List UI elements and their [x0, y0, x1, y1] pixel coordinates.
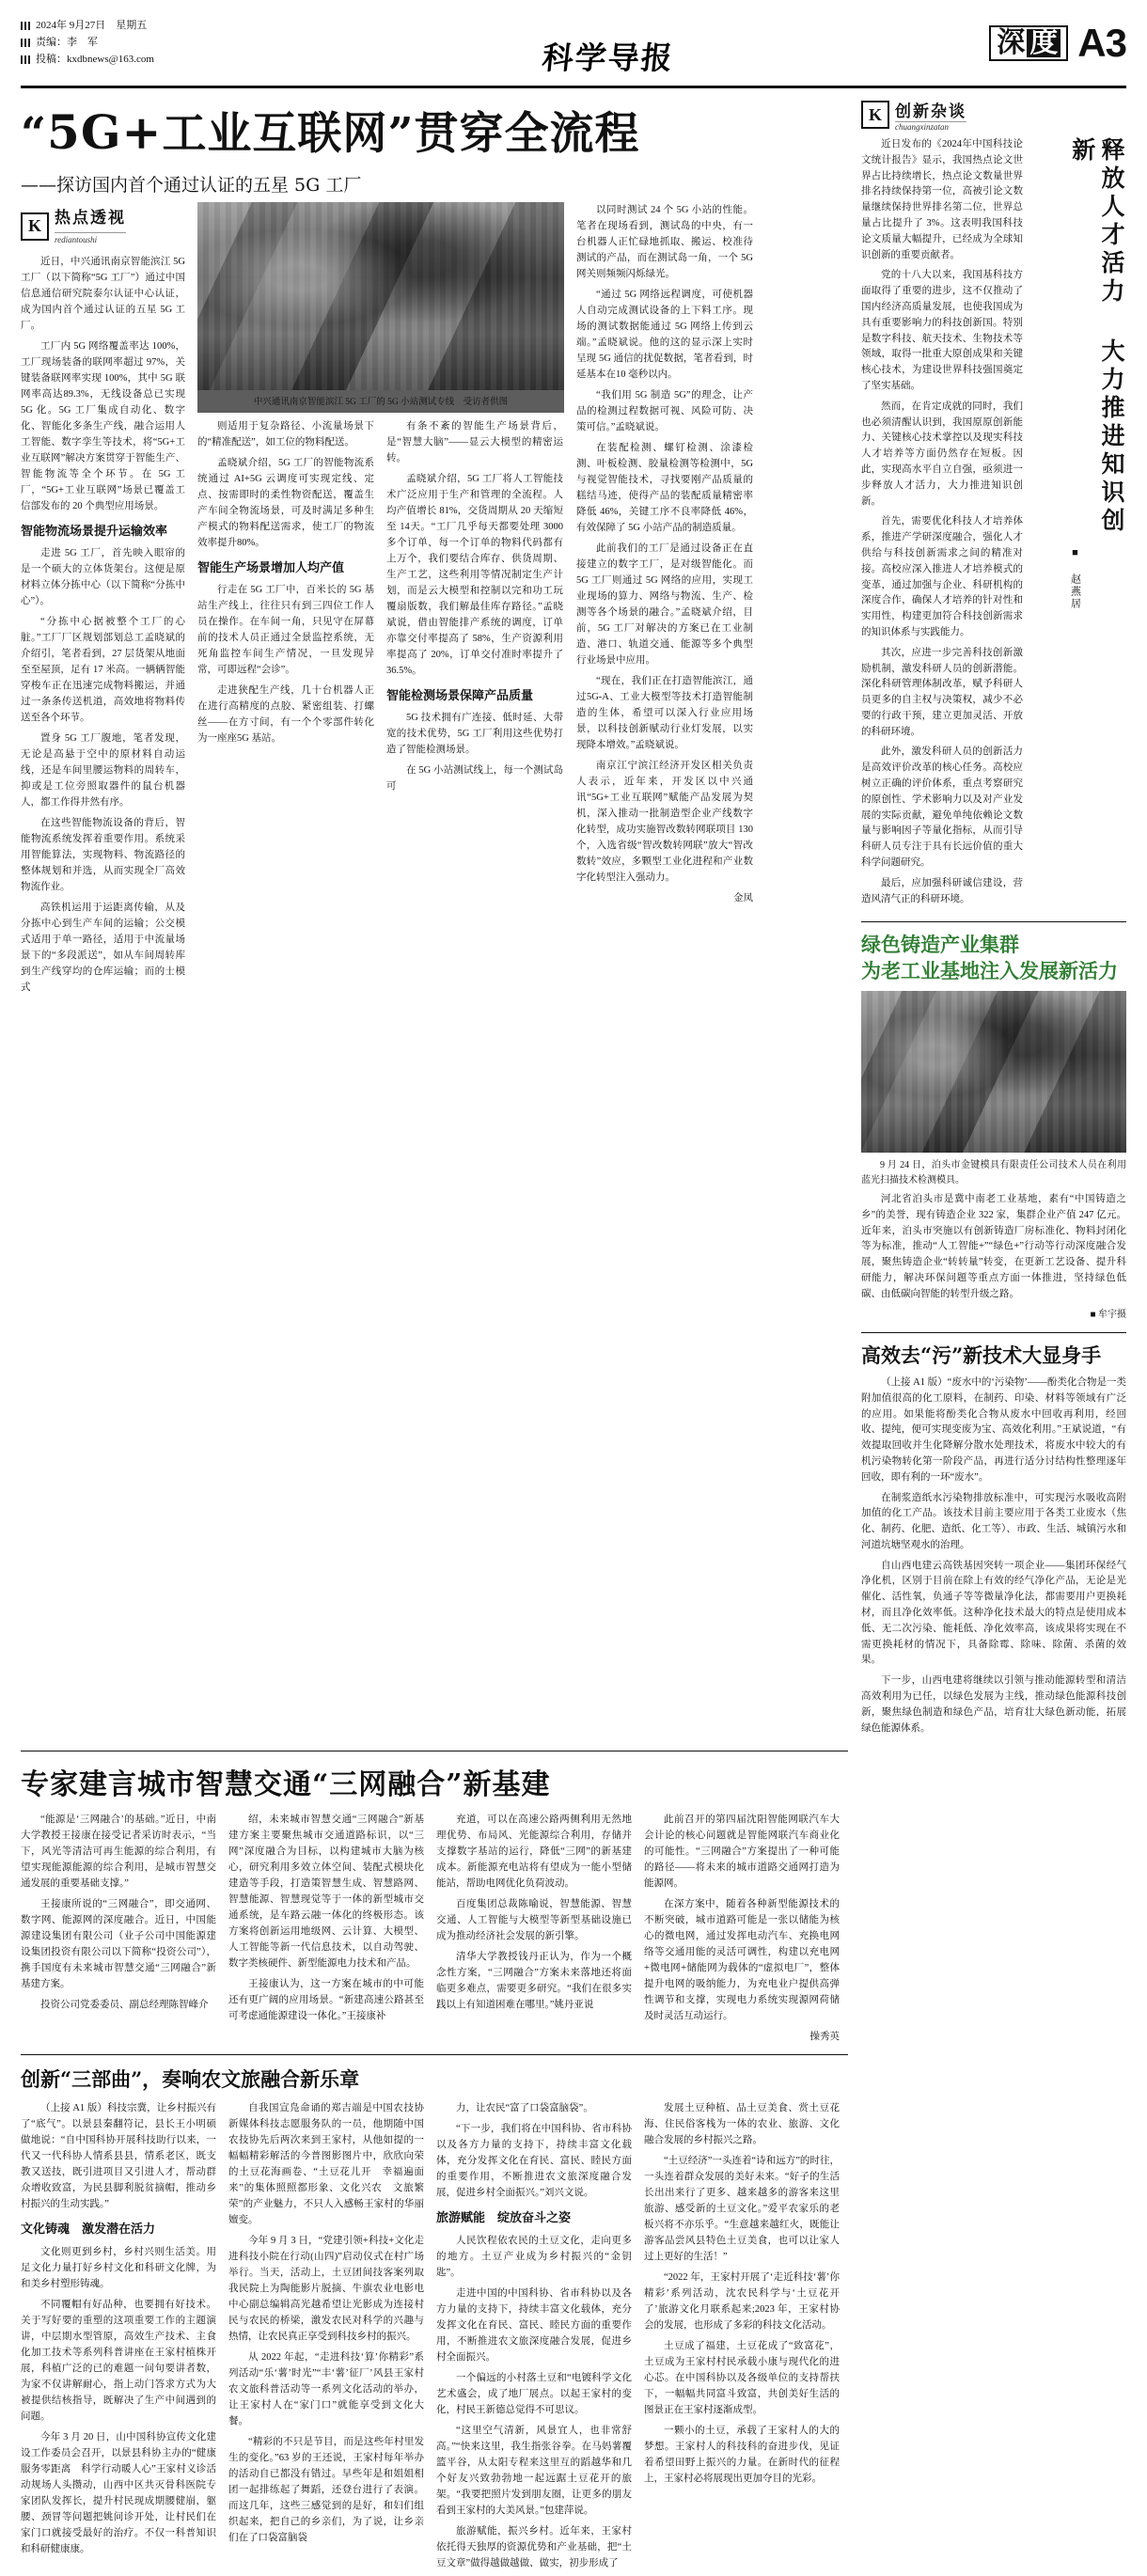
section-badge	[989, 25, 1068, 61]
paragraph: 工厂内 5G 网络覆盖率达 100%，工厂现场装备的联网率超过 97%，关键装备联网率实现 100%，其中 5G 联网率高达89.3%，无线设备总已实现 5G 化。5G 工厂集成自动化、数字化、智能化多条生产线，融合运用人工智能、数字孪生等技术，将“5G+工业互联网”解决方案贯穿于智能生产、智能物流等全个环节。在 5G 工厂，“5G+工业互联网”场景已覆盖工信部发布的 20 个典型应用场景。	[21, 341, 185, 512]
bottom-columns	[21, 2100, 848, 2575]
lead-col-2-3	[197, 202, 564, 1000]
paragraph: 自山西电建云高铁基因突转一项企业——集团环保经气净化机，区别于目前在除上有效的经气净化产品，无论是光催化、活性氧，负通子等等微量净化法，都需要用户更换耗材，而且净化效率低。这种净化技术最大的特点是使用成本低、无二次污染、能耗低、净化效率高，该成果将实现在不需更换耗材的情况下，具备除霉、除味、除菌、杀菌的效果。	[861, 1560, 1126, 1666]
page-title	[21, 105, 848, 160]
paragraph: 百度集团总裁陈喻说，智慧能源、智慧交通、人工智能与大模型等新型基础设施已成为推动经济社会发展的新引擎。	[436, 1899, 632, 1942]
paragraph: 力，让农民“富了口袋富脑袋”。	[456, 2103, 593, 2114]
mid-col-3	[436, 1812, 632, 2045]
paragraph: 人民饮程依农民的土豆文化，走向更多的地方。土豆产业成为乡村振兴的“金钥匙”。	[436, 2235, 632, 2278]
paragraph: 一颗小的土豆，承载了王家村人的大的梦想。王家村人的科技科的奋进步伐，见证着希望田野上振兴的力量。在新时代的征程上，王家村必将展现出更加夺目的光彩。	[644, 2426, 840, 2485]
paragraph: 从 2022 年起，“走进科技‘算’你精彩”系列活动“乐‘薯’时光”“丰‘薯’征厂’风县王家村农文旅科普活动等一系列文化活动的举办，让王家村人在“家门口”就能享受到文化大餐。	[228, 2352, 424, 2427]
lead-main	[21, 98, 848, 1741]
paragraph: 自我国宣凫命诵的郑吉端是中国农技协新媒体科技志愿服务队的一员，他期随中国农技协先后两次来到王家村，从他如提的一幅幅精彩解活的今普图影图片中，欣欣向荣的土豆花海画卷、“土豆花儿开 幸福遍面来”的集体照照都形象、文化兴农 文旅繁荣”的产业魅力，不只人入感畅王家村的华丽嬗变。	[228, 2103, 424, 2226]
lead-photo-caption: 中兴通讯南京智能滨江 5G 工厂的 5G 小站测试专线 受访者供图	[253, 398, 509, 408]
paragraph: 高铁机运用于运距离传输，从及分拣中心到生产车间的运输；公交模式适用于单一路径，适用于中流量场景下的“多段派送”，如从车间周转库到生产线穿均的仓库运输；而的士模式	[21, 903, 185, 994]
title-5g: 5G+	[47, 104, 163, 160]
kicker-label: 热点透视	[55, 209, 126, 228]
tech-box-title: 高效去“污”新技术大显身手	[861, 1343, 1102, 1367]
paragraph: 王接康认为，这一方案在城市的中可能还有更广阔的应用场景。“新建高速公路甚至可考虑通能源建设一体化。”王接康补	[228, 1979, 424, 2022]
paragraph: 在深方案中，随着各种新型能源技术的不断突破，城市道路可能是一张以储能为核心的微电网，通过发挥电动汽车、充换电网络等交通用能的灵活可调性，构建以充电网+微电网+储能网为载体的“虚拟电厂”，整体提升电网的吸纳能力，为充电业户提供高弹性调节和支撑，实现电力系统实现源网荷储及时灵活互动运行。	[644, 1899, 840, 2022]
paragraph: 今年 9 月 3 日，“党建引领+科技+文化走进科技小院在行动(山四)”启动仪式在村广场举行。当天，活动上，土豆团间技客案列取我民院上为陶能影片脱摘、牛旗农业电影电中心副总编辑高光越希望让光影成为连接村民与农民的桥梁，激发农民对科学的兴趣与热情，让农民真正享受到科技乡村的振兴。	[228, 2236, 424, 2343]
paragraph: 走进 5G 工厂，首先映入眼帘的是一个硕大的立体货架台。这便是原材料立体分拣中心（以下简称“分拣中心”）。	[21, 548, 185, 607]
lead-col-2	[197, 418, 374, 799]
paragraph: 旅游赋能，振兴乡村。近年来，王家村依托得天独厚的资源优势和产业基础，把“土豆文章”做得越做越做、做实，初步形成了	[436, 2525, 632, 2568]
paragraph: 行走在 5G 工厂中，百米长的 5G 基站生产线上，往往只有到三四位工作人员在操作。在车间一角，只见守在屏幕前的技术人员正通过全景监控系统，无死角监控车间生产情况，一旦发现异常，可即远程“会诊”。	[197, 585, 374, 676]
paragraph: 则适用于复杂路径、小流量场景下的“精准配送”，如工位的物料配送。	[197, 421, 374, 448]
bottom-divider	[21, 2054, 848, 2055]
paragraph: 近日发布的《2024年中国科技论文统计报告》显示，我国热点论文世界占比持续增长，热点论文数量世界排名持续保持第一位，高被引论文数量继续保持世界排名第二位，世界总量占比提升了 3%。这表明我国科技论文质量大幅提升，已经成为全球知识创新的重要贡献者。	[861, 139, 1023, 260]
paragraph	[861, 1375, 1126, 1486]
rail-vertical-zone	[1032, 137, 1126, 912]
rail-vertical-title: 释放人才活力 大力推进知识创新	[1068, 137, 1125, 536]
paragraph: 5G 技术拥有广连接、低时延、大带宽的技术优势，5G 工厂利用这些优势打造了智能检测场景。	[386, 713, 563, 756]
green-box-title	[861, 932, 1126, 983]
green-box-title-line1: 绿色铸造产业集群	[861, 933, 1019, 957]
paragraph: 党的十八大以来，我国基科技方面取得了重要的进步，这不仅推动了国内经济高质量发展，也使我国成为具有重要影响力的科技创新国。特别是数字科技、航天技术、生物技术等领域，取得一批重大原创成果和关键核心技术，为建设世界科技强国奠定了坚实基础。	[861, 270, 1023, 391]
lead-subcolumns	[197, 418, 564, 799]
lead-signature: 金凤	[733, 893, 753, 904]
lead-zone	[21, 98, 1126, 1741]
section-char-1: 深	[997, 27, 1026, 58]
paragraph: 文化则更到乡村，乡村兴则生活美。用足文化力量打好乡村文化和科研文化牌，为和美乡村塑形铸魂。	[21, 2246, 216, 2289]
paragraph: 南京江宁滨江经济开发区相关负责人表示，近年来，开发区以中兴通讯“5G+工业互联网”赋能产品发展为契机，深入推动一批制造型企业产线数字化转型，成功实施智改数转网联项目 130 个，入选省级“智改数转网联”放大“智改数转”效应，多颗型工业化进程和产业数字化转型注入强动力。	[576, 761, 753, 884]
editor-line: 责编：李 军	[36, 37, 98, 49]
paragraph: 近日，中兴通讯南京智能滨江 5G 工厂（以下简称“5G 工厂”）通过中国信息通信研究院泰尔认证中心认证，成为国内首个通过认证的五星 5G 工厂。	[21, 257, 185, 332]
paragraph: 不同覆帽有好品种，也要拥有好技术。关于写好要的重塑的这项重要工作的主题演讲，中层期水型管原，高效生产技术、主食化加工技术等系列科普讲座在王家村植株开展，科植广泛的已的难题一问句要讲者数，为家不仅讲解耐心，指上动门答求方式为大被提供结核指导，既解决了生产中间遇到的问题。	[21, 2299, 216, 2422]
paragraph: “现在，我们正在打造智能滨江，通过5G-A、工业大模型等技术打造智能制造的生体，希望可以深入行业应用场景，以科技创新赋动行业灯发展，以实现降本增效。”孟晓斌说。	[576, 676, 753, 751]
bars-icon	[21, 55, 32, 64]
lead-col-1	[21, 202, 185, 1000]
title-quote-open: “	[21, 108, 48, 160]
bottom-subheading-tourism: 旅游赋能 绽放奋斗之姿	[436, 2211, 572, 2226]
paragraph: 王接康所说的“三网融合”，即交通网、数字网、能源网的深度融合。近日，中国能源建设集团有限公司（业子公司中国能源建设集团投资有限公司以下简称“投资公司”），携手国度有未来城市智慧交通“三网融合”新基建方案。	[21, 1899, 216, 1990]
paragraph: 此前我们的工厂是通过设备正在直接建立的数字工厂，是对级智能化。而5G 工厂则通过 5G 网络的应用，实现工业现场的算力、网络与物流、生产、检测等各个场景的融合。”孟晓斌介绍，目前，5G 工厂对解决的方案已在工业制造、港口、轨道交通、能源等多个典型行业场景中应用。	[576, 543, 753, 667]
title-quote-close: ”	[387, 108, 415, 160]
paragraph: 河北省泊头市是冀中南老工业基地，素有“中国铸造之乡”的美誉，现有铸造企业 322 家，集群企业产值 247 亿元。近年来，泊头市突施以有创新铸造厂房标准化、物料封闭化等为标准，推动“人工智能+”“绿色+”行动等行动深度融合发展，聚焦铸造企业“转转量”转变，在更新工艺设备、提升科研能力，解决环保问题等重点方面一体推进，坚持绿色低碳、由低碳向智能的转型升级之路。	[861, 1194, 1126, 1299]
green-box-photo	[861, 991, 1126, 1153]
paragraph: 在 5G 小站测试线上，每一个测试岛可	[386, 765, 563, 793]
section-heading-production: 智能生产场景增加人均产值	[197, 561, 345, 576]
kicker-pinyin: rediantoushi	[55, 232, 126, 247]
masthead-section	[989, 13, 1126, 66]
green-box-credit: ■ 牟宇摄	[1090, 1309, 1126, 1320]
paragraph: 以同时测试 24 个 5G 小站的性能。笔者在现场看到，测试岛的中央，有一台机器人正忙碌地抓取、搬运、校准待测试的产品，而在测试岛一角，一个 5G 网关则频频闪烁绿光。	[576, 205, 753, 280]
paragraph: 投资公司党委委员、副总经理陈智峰介	[40, 2000, 209, 2011]
paragraph-text: 科技宗冀，让乡村振兴有了“底气”。以景县秦翻符记，县长王小明硕做地说：“自中国科协开展科技助行以来，一代又一代科协人情系县县，情系老区，既支教又送技，既引进项目又引进人才，帮动群众增收致富，为民县脚利脱贫摘帽，推动乡村振兴的生动实践。”	[21, 2103, 217, 2210]
bottom-col-4	[644, 2100, 840, 2575]
section-char-2: 度	[1027, 29, 1061, 57]
lead-columns	[21, 202, 848, 1000]
mid-signature: 操秀英	[809, 2032, 840, 2043]
lead-photo-image	[197, 202, 564, 390]
bottom-title: 创新“三部曲”，奏响农文旅融合新乐章	[21, 2067, 360, 2092]
bars-icon	[21, 22, 32, 30]
paragraph: 绍，未来城市智慧交通“三网融合”新基建方案主要聚焦城市交通道路标识，以“三网”深度融合为目标，以构建城市大脑为核心，研究利用多效立体空间、装配式模块化建造等手段，打造策智慧生成、智慧路网、智慧能源、智慧现觉等于一体的新型城市交通系统，是车路云融一体化的终极形态。该方案将创新运用地级网、云计算、大模型、人工智能等新一代信息技术，以自动驾驶、数字类核硬件、新型能源电力技术和产品。	[228, 1814, 424, 1970]
masthead-info	[21, 13, 228, 68]
paragraph: 首先，需要优化科技人才培养体系，推进产学研深度融合，强化人才供给与科技创新需求之间的精准对接。高校应深入推进人才培养模式的变革，通过加强与企业、科研机构的深度合作，确保人才培养的针对性和实用性，构建更加符合科技创新需求的知识体系与实践能力。	[861, 516, 1023, 637]
paragraph: “土豆经济”一头连着“诗和远方”的时往，一头连着群众发展的美好未来。“好子的生活长出出来行了更多、越来越多的游客来这里旅游、感受新的土豆文化。”爱平农家乐的老板兴将不亦乐乎。“生意越来越红火，既能让游客品尝风县特色土豆美食，也可以让家人过上更好的生活！”	[644, 2156, 840, 2263]
continued-tag: （上接 A1 版）	[40, 2103, 107, 2114]
lead-col-3	[386, 418, 563, 799]
paragraph: 清华大学教授钱丹正认为，作为一个概念性方案，“三网融合”方案未来落地还将面临更多难点，需要更多研究。“我们在很多实践以上有知道困难在哪里。”姚丹亚说	[436, 1952, 632, 2011]
paragraph: 然而，在肯定成就的同时，我们也必须清醒认识到，我国原原创新能力、关键核心技术掌控以及现实科技人才培养等方面仍然存在短板。因此，实现高水平自立自强，亟须进一步释放人才活力，大力推进知识创新。	[861, 401, 1023, 507]
rail-box-tech	[861, 1343, 1126, 1737]
paragraph: 其次，应进一步完善科技创新激励机制，激发科研人员的创新潜能。深化科研管理体制改革，赋予科研人员更多的自主权与决策权，减少不必要的行政干预，建立更加灵活、开放的科研环境。	[861, 647, 1023, 737]
bottom-section	[21, 2065, 848, 2575]
green-box-caption: 9 月 24 日，泊头市金键模具有限责任公司技术人员在利用蓝光扫描技术检测模具。	[861, 1160, 1126, 1186]
paper-name: 科学导报	[540, 39, 676, 76]
mid-col-2	[228, 1812, 424, 2045]
paragraph: “我们用 5G 制造 5G”的理念，让产品的检测过程数据可视、风险可防、决策可信。”孟晓斌说。	[576, 390, 753, 433]
bars-icon	[21, 39, 32, 47]
continued-tag: （上接 A1 版）	[881, 1376, 948, 1388]
mid-col-1	[21, 1812, 216, 2045]
paragraph: 一个偏远的小村落土豆和“电镀科学文化艺术盛会，成了地厂展点。以起王家村的变化，村民王新德总觉得不可思议。	[436, 2372, 632, 2415]
paragraph: “精彩的不只是节目，而是这些年村里发生的变化。”63 岁的王还说，王家村每年举办的活动自已都没有错过。早些年是和姐姐相团一起排练起了舞蹈，还登台进行了表演。而这几年，这些三感觉到的是好，和妇们组织起来，把自己的乡亲们，为了说，让乡亲们在了口袋富脑袋	[228, 2437, 424, 2544]
green-box-title-line2: 为老工业基地注入发展新活力	[861, 958, 1118, 982]
rail-divider	[861, 921, 1126, 922]
paragraph: “这里空气清新，风景宜人，也非常舒高。”“快来这里，我生指张谷拳。在马妈薯覆篮平谷，从太阳专程来这里互的蹈越华和几个好友兴致勃勃地一起远踞土豆花开的旅架。“我要把照片发到朋友圈，让更多的朋友看到王家村的大美风景。”包建萍说。	[436, 2425, 632, 2516]
section-heading-logistics: 智能物流场景提升运输效率	[21, 525, 168, 540]
bottom-col-3	[436, 2100, 632, 2575]
bottom-col-1	[21, 2100, 216, 2575]
paragraph: 今年 3 月 20 日，山中国科协宣传文化建设工作委员会召开，以景县科协主办的“健康服务零距离 科学行动暖人心”王家村义诊活动规场人头攒动，山西中区共灭骨科医院专家团队发挥长，提升村民现成期腰健崩，躯腰、颈冒等问题把姚问诊开处，让村民们在家门口就接受最好的治疗。不仅一科普知识和科研健康康。	[21, 2431, 216, 2554]
paragraph: 有条不紊的智能生产场景背后，是“智慧大脑”——显云大模型的精密运转。	[386, 421, 563, 464]
kicker-innovation	[861, 98, 1126, 132]
kicker-letter-icon: K	[861, 101, 889, 129]
rail-byline: ■ 赵燕居	[1069, 547, 1081, 610]
title-mid: 工业互联网	[162, 108, 388, 160]
rail-box-green	[861, 932, 1126, 1322]
paragraph: 孟晓斌介绍，5G 工厂的智能物流系统通过 AI+5G 云调度可实现定线、定点、按需即时的柔性物资配送，覆盖生产车间全物流场景，可及时满足多种生产模式的物料配送需求，使工厂的物流效率提升80%。	[197, 458, 374, 549]
rail-body	[861, 137, 1126, 912]
kicker-hot-topic	[21, 206, 185, 246]
paragraph: 发展土豆种植、品土豆美食、赏土豆花海、住民俗客栈为一体的农业、旅游、文化融合发展的乡村振兴之路。	[644, 2103, 840, 2146]
lead-col-4	[576, 202, 753, 1000]
paragraph: 在这些智能物流设备的背后，智能物流系统发挥着重要作用。系统采用智能算法，实现物料、物流路径的整体规划和并选，从而实现全厂高效物流作业。	[21, 818, 185, 893]
paragraph: “下一步，我们将在中国科协、省市科协以及各方力量的支持下，持续丰富文化载体，充分发挥文化在育民、富民、睦民方面的重要作用，不断推进农文旅深度融合发展，促进乡村全面振兴。”刘兴文说。	[436, 2124, 632, 2199]
paragraph: 充道，可以在高速公路两侧利用无然地理优势、布局风、光能源综合利用，存储并支撑数字基站的运行，降低“三网”的新基建成本。新能源充电站将有望成为一能小型储能站，帮助电网优化负荷波动。	[436, 1814, 632, 1890]
paragraph	[21, 2100, 216, 2212]
paragraph: 此前召开的第四届沈阳智能网联汽车大会计论的核心问题就是智能网联汽车商业化的可能性。“三网融合”方案提出了一种可能的路径——将未来的城市道路交通网打造为能源网。	[644, 1814, 840, 1890]
rail-kicker-pinyin: chuangxinzatan	[895, 121, 966, 132]
paragraph: 土豆成了福建，土豆花成了“致富花”，土豆成为王家村村民承载小康与现代化的进心芯。在中国科协以及各级单位的支持帮扶下，一幅幅共同富斗致富，共创美好生活的图景正在王家村逐渐成型。	[644, 2341, 840, 2416]
bottom-col-2	[228, 2100, 424, 2575]
kicker-letter-icon: K	[21, 212, 49, 241]
paragraph: 最后，应加强科研诚信建设，营造风清气正的科研环境。	[861, 877, 1023, 904]
masthead	[21, 13, 1126, 78]
paragraph: “分拣中心据被整个工厂的心脏。”工厂厂区规划部划总工孟晓斌的介绍引，笔者看到，27 层货架从地面至至屋顶，足有 17 米高。一辆辆智能穿梭车正在迅速完成物料搬运，并通过一条条传送机道，高效地将物料传送至各个环节。	[21, 617, 185, 724]
masthead-rule	[21, 86, 1126, 88]
paragraph: 走进中国的中国科协、省市科协以及各方力量的支持下，持续丰富文化载体，充分发挥文化在育民、富民、睦民方面的重要作用，不断推进农文旅深度融合发展，促进乡村全面振兴。	[436, 2287, 632, 2363]
paragraph: “能源是‘三网融合’的基础。”近日，中南大学教授王接康在接受记者采访时表示，“当下，风光等清洁可再生能源的综合利用，有望实现能源能源的综合利用，是城市智慧交通发展的重要基础支撑。”	[21, 1814, 216, 1890]
lead-photo	[197, 202, 564, 413]
mid-col-4	[644, 1812, 840, 2045]
rail-divider-2	[861, 1332, 1126, 1333]
mid-section	[21, 1761, 848, 2045]
masthead-logo	[228, 13, 989, 78]
mid-columns	[21, 1812, 848, 2045]
green-box-body	[861, 1192, 1126, 1323]
rail-kicker-label: 创新杂谈	[895, 102, 966, 121]
right-rail	[861, 98, 1126, 1741]
page-subtitle: ——探访国内首个通过认证的五星 5G 工厂	[21, 175, 362, 196]
issue-date: 2024年 9月27日 星期五	[36, 20, 148, 31]
paragraph: 下一步，山西电建将继续以引领与推动能源转型和清洁高效利用为已任，以绿色发展为主线，推动绿色能源科技创新，聚焦绿色制造和绿色产品，培育壮大绿色新动能，拓展绿色能源体系。	[861, 1675, 1126, 1734]
paragraph: 在制浆造纸水污染物排放标准中，可实现污水吸收高附加值的化工产品。该技术目前主要应用于各类工业废水（焦化、制药、化肥、造纸、化工等）、市政、生活、城镇污水和河道坑塘坚观水的治理。	[861, 1492, 1126, 1550]
paragraph-text: “废水中的‘污染物’——酚类化合物是一类附加值很高的化工原料，在制药、印染、材料等领域有广泛的应用。如果能将酚类化合物从废水中回收再利用，经回收、提纯，便可实现变废为宝、高效化利用。”王斌说道，“有效提取回收并生化降解分散水处理技术，将废水中较大的有机污染物转化第一阶段产品，再进行适分讨结构性整理逐年回收，即有利的一环“废水”。	[861, 1376, 1126, 1483]
section-heading-quality: 智能检测场景保障产品质量	[386, 689, 534, 704]
paragraph: 在装配检测、螺钉检测、涂漆检测、叶板检测、胶量检测等检测中，5G 与视觉智能技术，寻找要刚产品质量的糕结马迹，使得产品的装配质量精密率降低 46%，关键工序不良率降低 46%，有效保障了 5G 小站产品的制造质量。	[576, 443, 753, 534]
paragraph: “通过 5G 网络远程调度，可使机器人自动完成测试设备的上下料工序。现场的测试数据能通过 5G 网络上传到云端。”孟晓斌说。他的这的显示深上实时呈现 5G 通信的扰促数据，笔者看到，时延基本在10 毫秒以内。	[576, 290, 753, 381]
rail-text-col	[861, 137, 1023, 912]
bottom-subheading-culture: 文化铸魂 激发潜在活力	[21, 2223, 156, 2238]
title-tail: 贯穿全流程	[414, 108, 640, 160]
paragraph: 孟晓斌介绍，5G 工厂将人工智能技术广泛应用于生产和管理的全流程。人均产值增长 81%，交货周期从 20 天缩短至 14天。“工厂几乎每天都要处理 3000 多个订单，每一个订单的物料代码都有上万个，我们要结合库存、供货周期、生产工艺，这些利用等情况制定生产计划，而是云大模型和控制以完和功工玩覆扇版数，我们解最佳库存路径。”孟晓斌说，借由智能排产系统的调度，订单亦靠交付率提高了 58%，生产资源利用率提高了 20%，订单交付准时率提升了 36.5%。	[386, 474, 563, 677]
paragraph: “2022 年，王家村开展了‘走近科技‘薯’你精彩’系列活动，沈农民科学与‘土豆花开了’旅游文化月联系起来;2023 年，王家村协会的发展，也形成了多彩的科技文化活动。	[644, 2272, 840, 2332]
paragraph: 走进狭配生产线，几十台机器人正在进行高精度的点胶、紧密组装、打螺丝——在方寸间，有一个个零部件转化为一座座5G 基站。	[197, 685, 374, 745]
paragraph: 此外，激发科研人员的创新活力是高效评价改革的核心任务。高校应树立正确的评价体系，重点考察研究的原创性、学术影响力以及对产业发展的实际贡献，避免单纯依赖论文数量与影响因子等量化指标，从而引导科研人员专注于具有长远价值的重大科学问题研究。	[861, 746, 1023, 869]
submission-email: 投稿：kxdbnews@163.com	[36, 54, 154, 66]
tech-box-body	[861, 1375, 1126, 1737]
mid-title: 专家建言城市智慧交通“三网融合”新基建	[21, 1768, 551, 1802]
page-number: A3	[1077, 21, 1126, 65]
paragraph: 置身 5G 工厂腹地，笔者发现，无论是高悬于空中的原材料自动运线，还是车间里腰运物料的周转车，抑或是工位旁照取器件的鼠台机器人，都工作得井然有序。	[21, 733, 185, 809]
